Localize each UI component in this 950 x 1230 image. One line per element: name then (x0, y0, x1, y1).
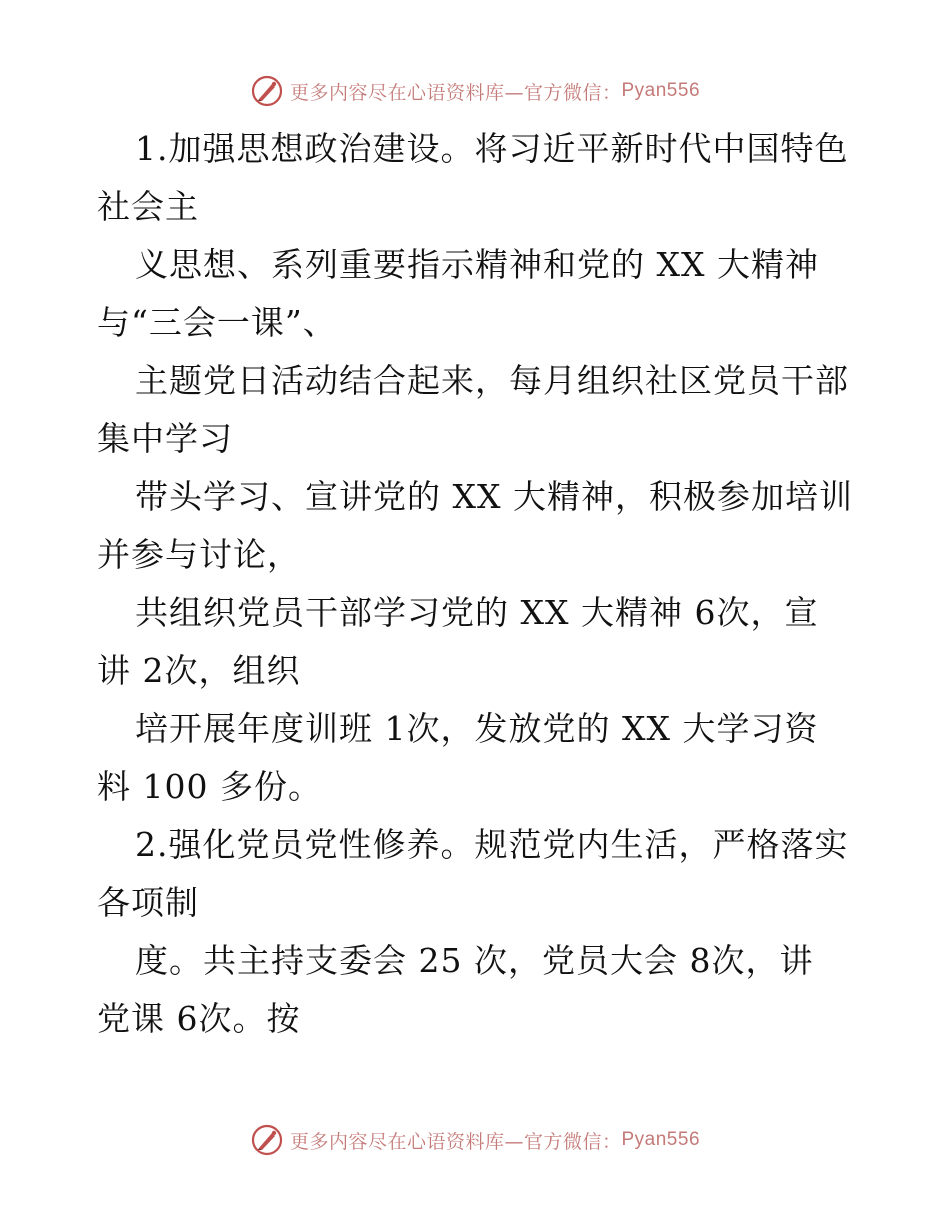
text-line: 1.加强思想政治建设。将习近平新时代中国特色 (135, 129, 849, 168)
text-line: 带头学习、宣讲党的 XX 大精神，积极参加培训 (135, 477, 853, 516)
footer-watermark (0, 1120, 950, 1160)
document-body (97, 120, 857, 1048)
text-line: 与“三会一课”、 (97, 303, 337, 342)
text-line: 各项制 (97, 883, 199, 922)
pen-logo-icon (250, 74, 284, 108)
text-line: 共组织党员干部学习党的 XX 大精神 6次，宣 (135, 593, 819, 632)
text-line: 2.强化党员党性修养。规范党内生活，严格落实 (135, 825, 849, 864)
text-line: 讲 2次，组织 (97, 651, 301, 690)
text-line: 主题党日活动结合起来，每月组织社区党员干部 (135, 361, 849, 400)
text-line: 度。共主持支委会 25 次，党员大会 8次，讲 (135, 941, 814, 980)
text-line: 党课 6次。按 (97, 999, 301, 1038)
text-line: 料 100 多份。 (97, 767, 322, 806)
text-line: 社会主 (97, 187, 199, 226)
watermark-wechat-id: Pyan556 (621, 1129, 701, 1150)
header-watermark (0, 71, 950, 111)
text-line: 并参与讨论， (97, 535, 301, 574)
watermark-wechat-id: Pyan556 (621, 80, 701, 101)
text-line: 义思想、系列重要指示精神和党的 XX 大精神 (135, 245, 819, 284)
watermark-text: 更多内容尽在心语资料库—官方微信： (289, 81, 622, 104)
watermark-text: 更多内容尽在心语资料库—官方微信： (289, 1130, 622, 1153)
text-line: 集中学习 (97, 419, 233, 458)
pen-logo-icon (250, 1123, 284, 1157)
text-line: 培开展年度训班 1次，发放党的 XX 大学习资 (135, 709, 819, 748)
